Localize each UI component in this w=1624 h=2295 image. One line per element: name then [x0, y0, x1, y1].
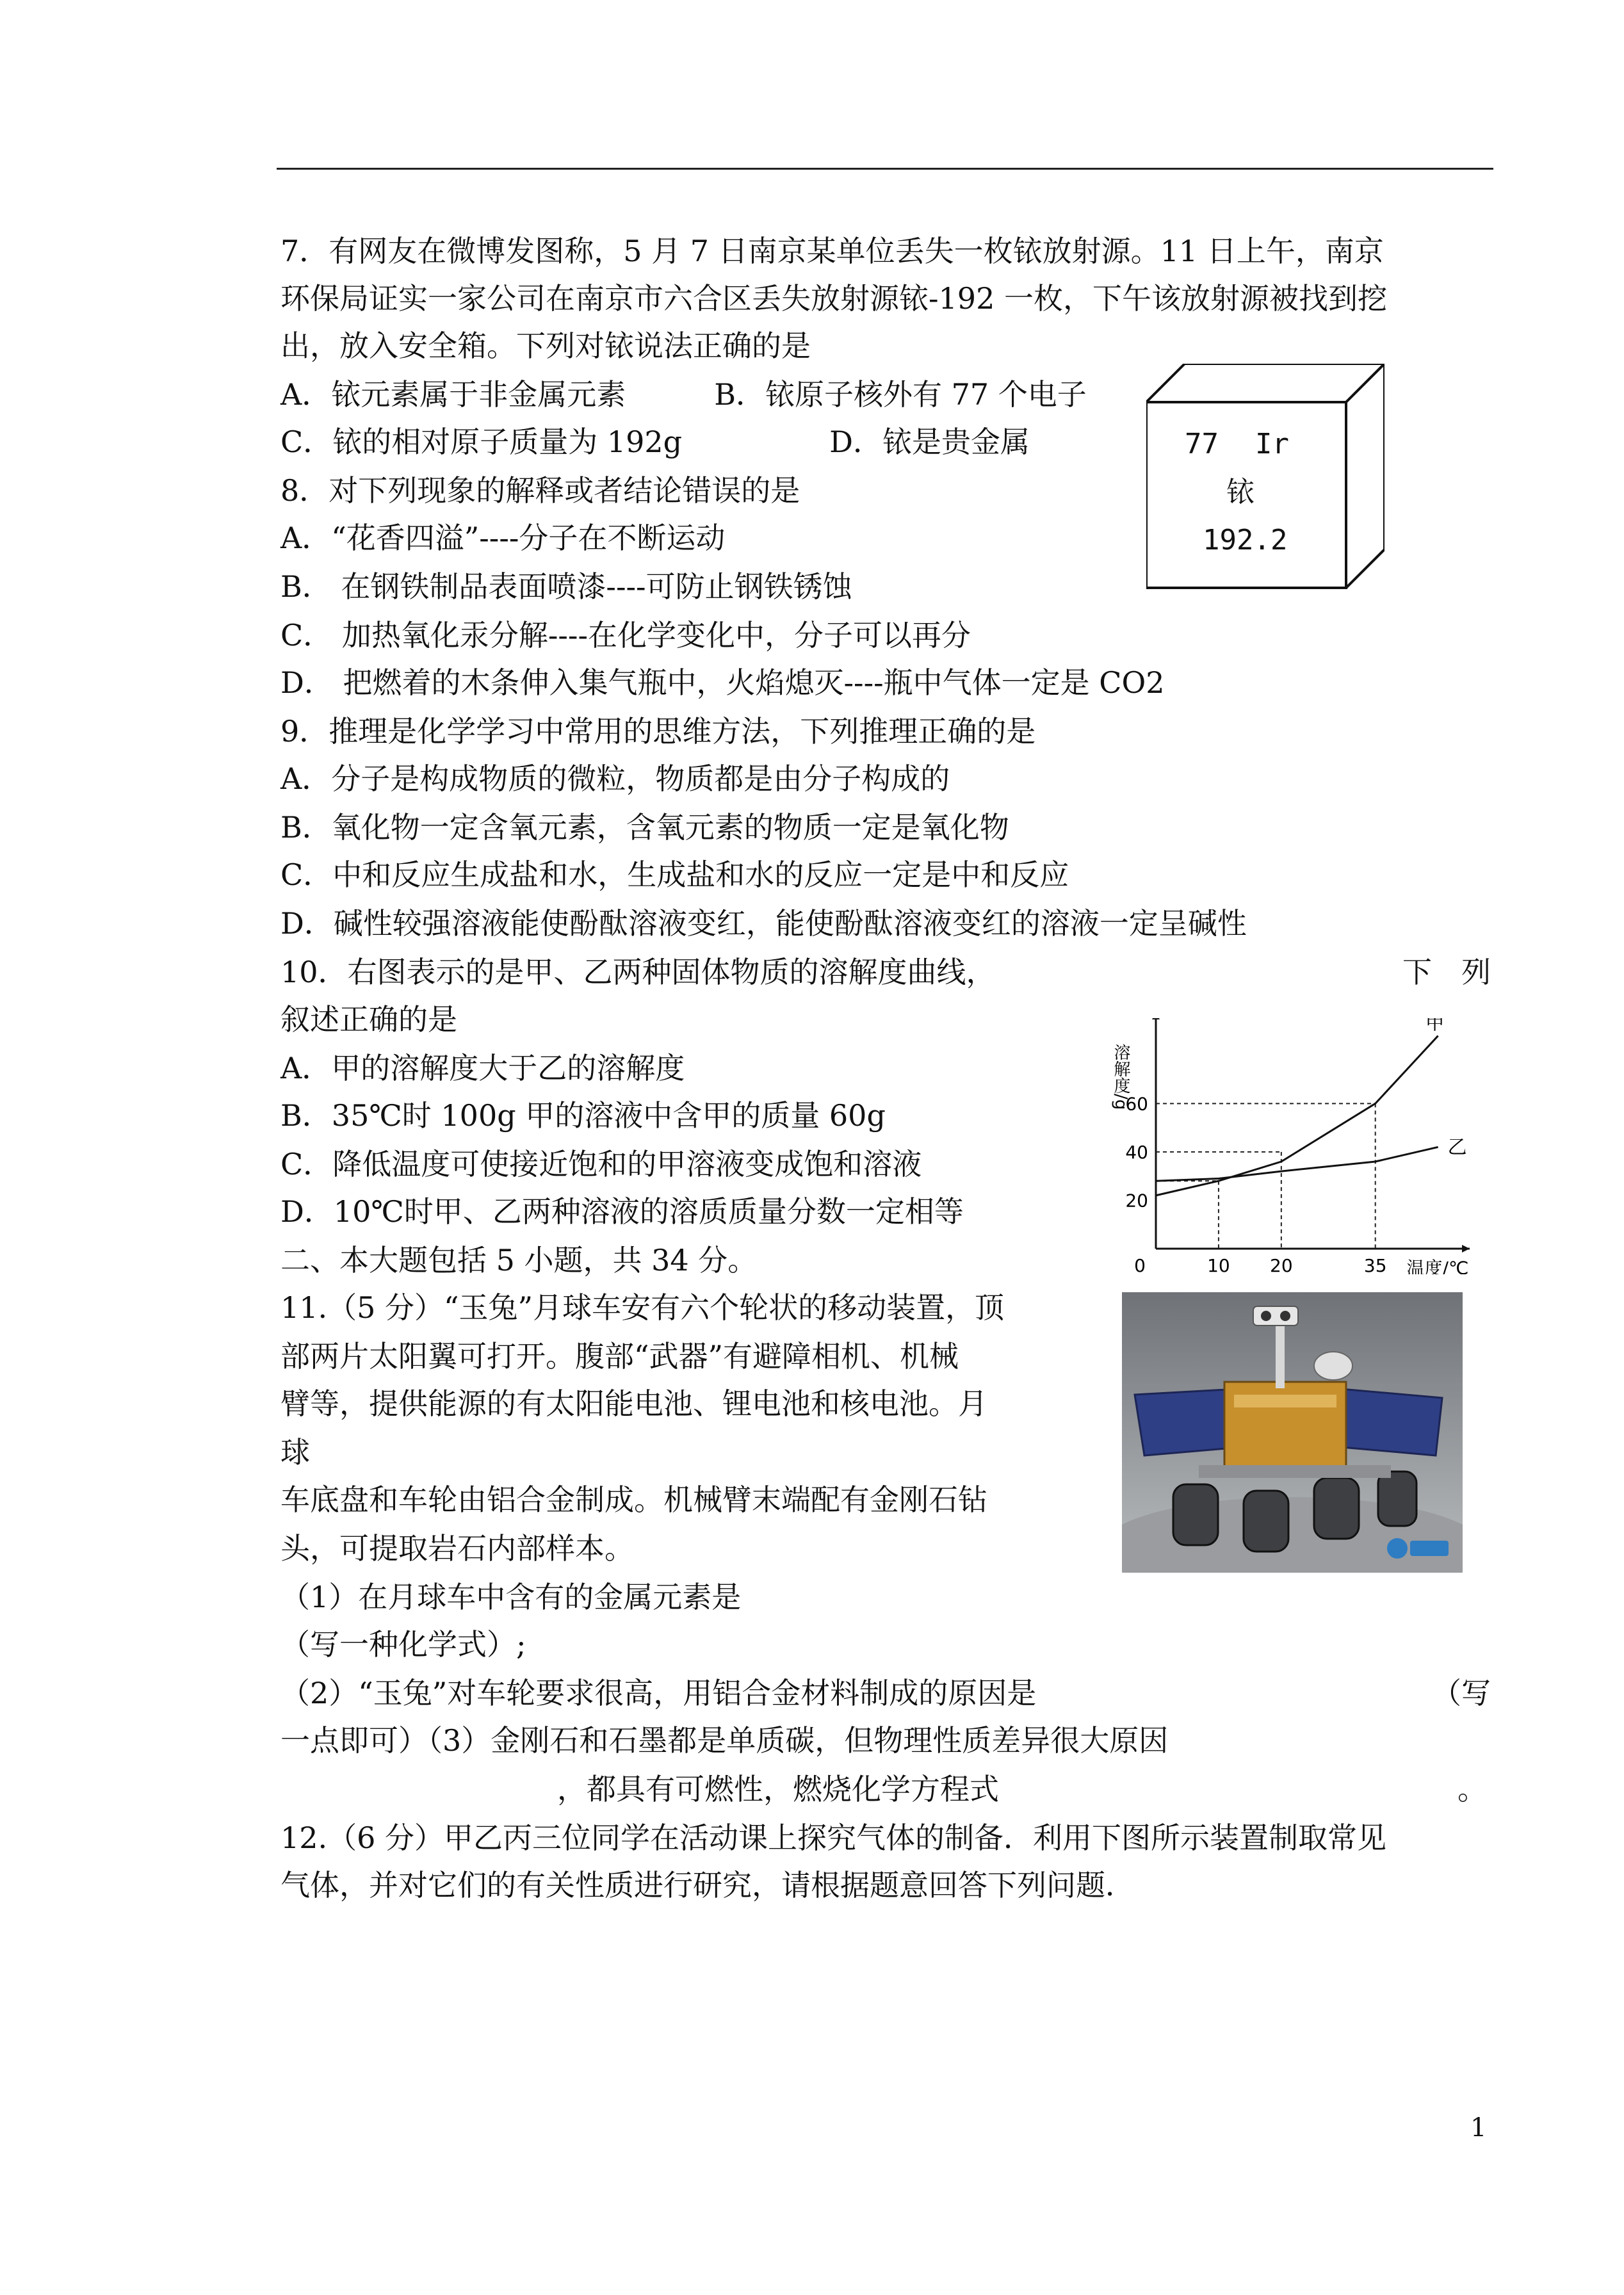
y-tick-label: 60	[1125, 1093, 1148, 1115]
y-tick-label: 20	[1125, 1190, 1148, 1212]
x-tick-label: 10	[1207, 1255, 1230, 1274]
text-line: 环保局证实一家公司在南京市六合区丢失放射源铱-192 一枚，下午该放射源被找到挖	[280, 281, 1387, 316]
solubility-chart	[1098, 1018, 1482, 1274]
text-line: B．35℃时 100g 甲的溶液中含甲的质量 60g	[280, 1098, 886, 1133]
text-line: D． 把燃着的木条伸入集气瓶中，火焰熄灭----瓶中气体一定是 CO2	[280, 665, 1165, 700]
x-axis-label: 温度/℃	[1406, 1258, 1469, 1274]
text-line: C．中和反应生成盐和水，生成盐和水的反应一定是中和反应	[280, 857, 1069, 892]
text-line: C．铱的相对原子质量为 192g D．铱是贵金属	[280, 425, 1030, 459]
text-line: A．“花香四溢”----分子在不断运动	[280, 521, 726, 555]
text-line: B．氧化物一定含氧元素，含氧元素的物质一定是氧化物	[280, 810, 1009, 845]
text-line: 叙述正确的是	[280, 1002, 457, 1037]
text-line: D．10℃时甲、乙两种溶液的溶质质量分数一定相等	[280, 1194, 964, 1229]
text-line: C．降低温度可使接近饱和的甲溶液变成饱和溶液	[280, 1147, 922, 1181]
origin-label: 0	[1134, 1255, 1146, 1274]
element-symbol: Ir	[1255, 428, 1289, 460]
text-line: A．甲的溶解度大于乙的溶解度	[280, 1051, 685, 1085]
page-number: 1	[1470, 2113, 1487, 2143]
solubility-chart-svg	[1098, 1018, 1482, 1274]
text-line: C． 加热氧化汞分解----在化学变化中，分子可以再分	[280, 618, 971, 653]
text-line: 二、本大题包括 5 小题，共 34 分。	[280, 1243, 758, 1277]
text-line: ，都具有可燃性，燃烧化学方程式	[557, 1772, 999, 1806]
iridium-element-card	[1146, 364, 1384, 589]
text-line: 7．有网友在微博发图称，5 月 7 日南京某单位丢失一枚铱放射源。11 日上午，南京	[280, 234, 1384, 268]
x-tick-label: 20	[1270, 1255, 1293, 1274]
series-label: 甲	[1425, 1018, 1445, 1035]
text-line: B． 在钢铁制品表面喷漆----可防止钢铁锈蚀	[280, 569, 852, 604]
text-line: 球	[280, 1435, 310, 1470]
text-line: 车底盘和车轮由铝合金制成。机械臂末端配有金刚石钻	[280, 1482, 987, 1517]
text-line: 部两片太阳翼可打开。腹部“武器”有避障相机、机械	[280, 1339, 959, 1374]
q11-end: 。	[1458, 1772, 1487, 1806]
text-line: 臂等，提供能源的有太阳能电池、锂电池和核电池。月	[280, 1386, 987, 1421]
q10-tail: 下 列	[1402, 955, 1491, 989]
text-line: A．铱元素属于非金属元素 B．铱原子核外有 77 个电子	[280, 377, 1087, 412]
element-mass: 192.2	[1203, 524, 1288, 556]
q11-tail: （写	[1432, 1676, 1491, 1710]
text-line: A．分子是构成物质的微粒，物质都是由分子构成的	[280, 761, 950, 796]
series-line-1	[1156, 1036, 1438, 1196]
rover-illustration	[1122, 1292, 1463, 1573]
y-tick-label: 40	[1125, 1141, 1148, 1163]
text-line: （写一种化学式）;	[280, 1627, 526, 1662]
rover-image	[1122, 1292, 1463, 1573]
text-line: 9．推理是化学学习中常用的思维方法，下列推理正确的是	[280, 714, 1036, 749]
element-name: 铱	[1226, 476, 1255, 508]
text-line: 10．右图表示的是甲、乙两种固体物质的溶解度曲线，	[280, 955, 996, 989]
text-line: 12.（6 分）甲乙丙三位同学在活动课上探究气体的制备．利用下图所示装置制取常见	[280, 1821, 1387, 1855]
text-line: 8．对下列现象的解释或者结论错误的是	[280, 473, 800, 508]
y-axis-label: 溶解度/g	[1111, 1044, 1130, 1110]
text-line: （2）“玉兔”对车轮要求很高，用铝合金材料制成的原因是	[280, 1676, 1037, 1710]
x-tick-label: 35	[1363, 1255, 1387, 1274]
text-line: D．碱性较强溶液能使酚酞溶液变红，能使酚酞溶液变红的溶液一定呈碱性	[280, 906, 1247, 941]
series-label: 乙	[1447, 1136, 1467, 1159]
text-line: 出，放入安全箱。下列对铱说法正确的是	[280, 328, 811, 363]
y-axis-arrow	[1152, 1018, 1160, 1019]
text-line: 11.（5 分）“玉兔”月球车安有六个轮状的移动装置，顶	[280, 1290, 1005, 1325]
header-rule	[277, 168, 1493, 170]
text-line: （1）在月球车中含有的金属元素是	[280, 1580, 742, 1614]
element-number: 77	[1185, 428, 1219, 460]
element-cube-graphic	[1146, 364, 1384, 589]
text-line: 一点即可）（3）金刚石和石墨都是单质碳，但物理性质差异很大原因	[280, 1723, 1169, 1758]
text-line: 气体，并对它们的有关性质进行研究，请根据题意回答下列问题．	[280, 1868, 1135, 1902]
x-axis-arrow	[1462, 1245, 1470, 1253]
text-line: 头，可提取岩石内部样本。	[280, 1531, 634, 1566]
